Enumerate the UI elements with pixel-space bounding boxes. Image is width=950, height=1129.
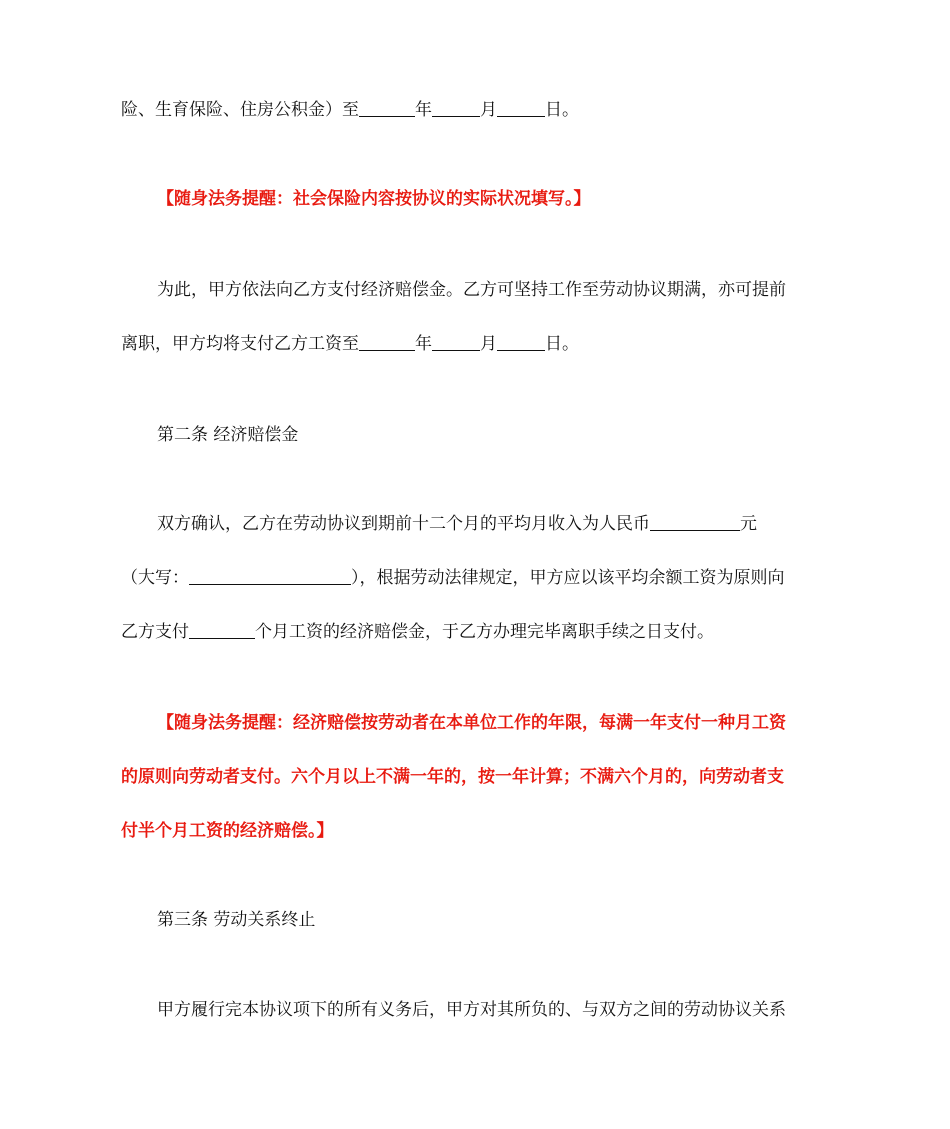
paragraph-compensation-line1: 为此，甲方依法向乙方支付经济赔偿金。乙方可坚持工作至劳动协议期满，亦可提前 <box>157 280 786 300</box>
legal-reminder-2-line2: 的原则向劳动者支付。六个月以上不满一年的，按一年计算；不满六个月的，向劳动者支 <box>121 767 784 787</box>
month-blank <box>432 98 480 117</box>
article-2-heading: 第二条 经济赔偿金 <box>157 425 299 445</box>
legal-reminder-2-line3: 付半个月工资的经济赔偿。】 <box>121 821 334 841</box>
months-blank <box>189 620 255 639</box>
legal-reminder-1: 【随身法务提醒：社会保险内容按协议的实际状况填写。】 <box>157 189 591 209</box>
year-blank <box>359 98 415 117</box>
paragraph-salary-line3: 乙方支付 个月工资的经济赔偿金，于乙方办理完毕离职手续之日支付。 <box>121 622 714 642</box>
day-blank <box>497 98 545 117</box>
amount-blank <box>650 512 740 531</box>
year-blank <box>359 332 415 351</box>
paragraph-compensation-line2: 离职，甲方均将支付乙方工资至 年 月 日。 <box>121 334 579 354</box>
paragraph-termination-line1: 甲方履行完本协议项下的所有义务后，甲方对其所负的、与双方之间的劳动协议关系 <box>157 1000 786 1020</box>
legal-reminder-2-line1: 【随身法务提醒：经济赔偿按劳动者在本单位工作的年限，每满一年支付一种月工资 <box>157 713 786 733</box>
paragraph-insurance-end: 险、生育保险、住房公积金）至 年 月 日。 <box>121 100 579 120</box>
paragraph-salary-line2: （大写： ），根据劳动法律规定，甲方应以该平均余额工资为原则向 <box>121 568 785 588</box>
month-blank <box>432 332 480 351</box>
paragraph-salary-line1: 双方确认，乙方在劳动协议到期前十二个月的平均月收入为人民币 元 <box>157 514 757 534</box>
article-3-heading: 第三条 劳动关系终止 <box>157 910 316 930</box>
day-blank <box>497 332 545 351</box>
amount-words-blank <box>189 566 351 585</box>
